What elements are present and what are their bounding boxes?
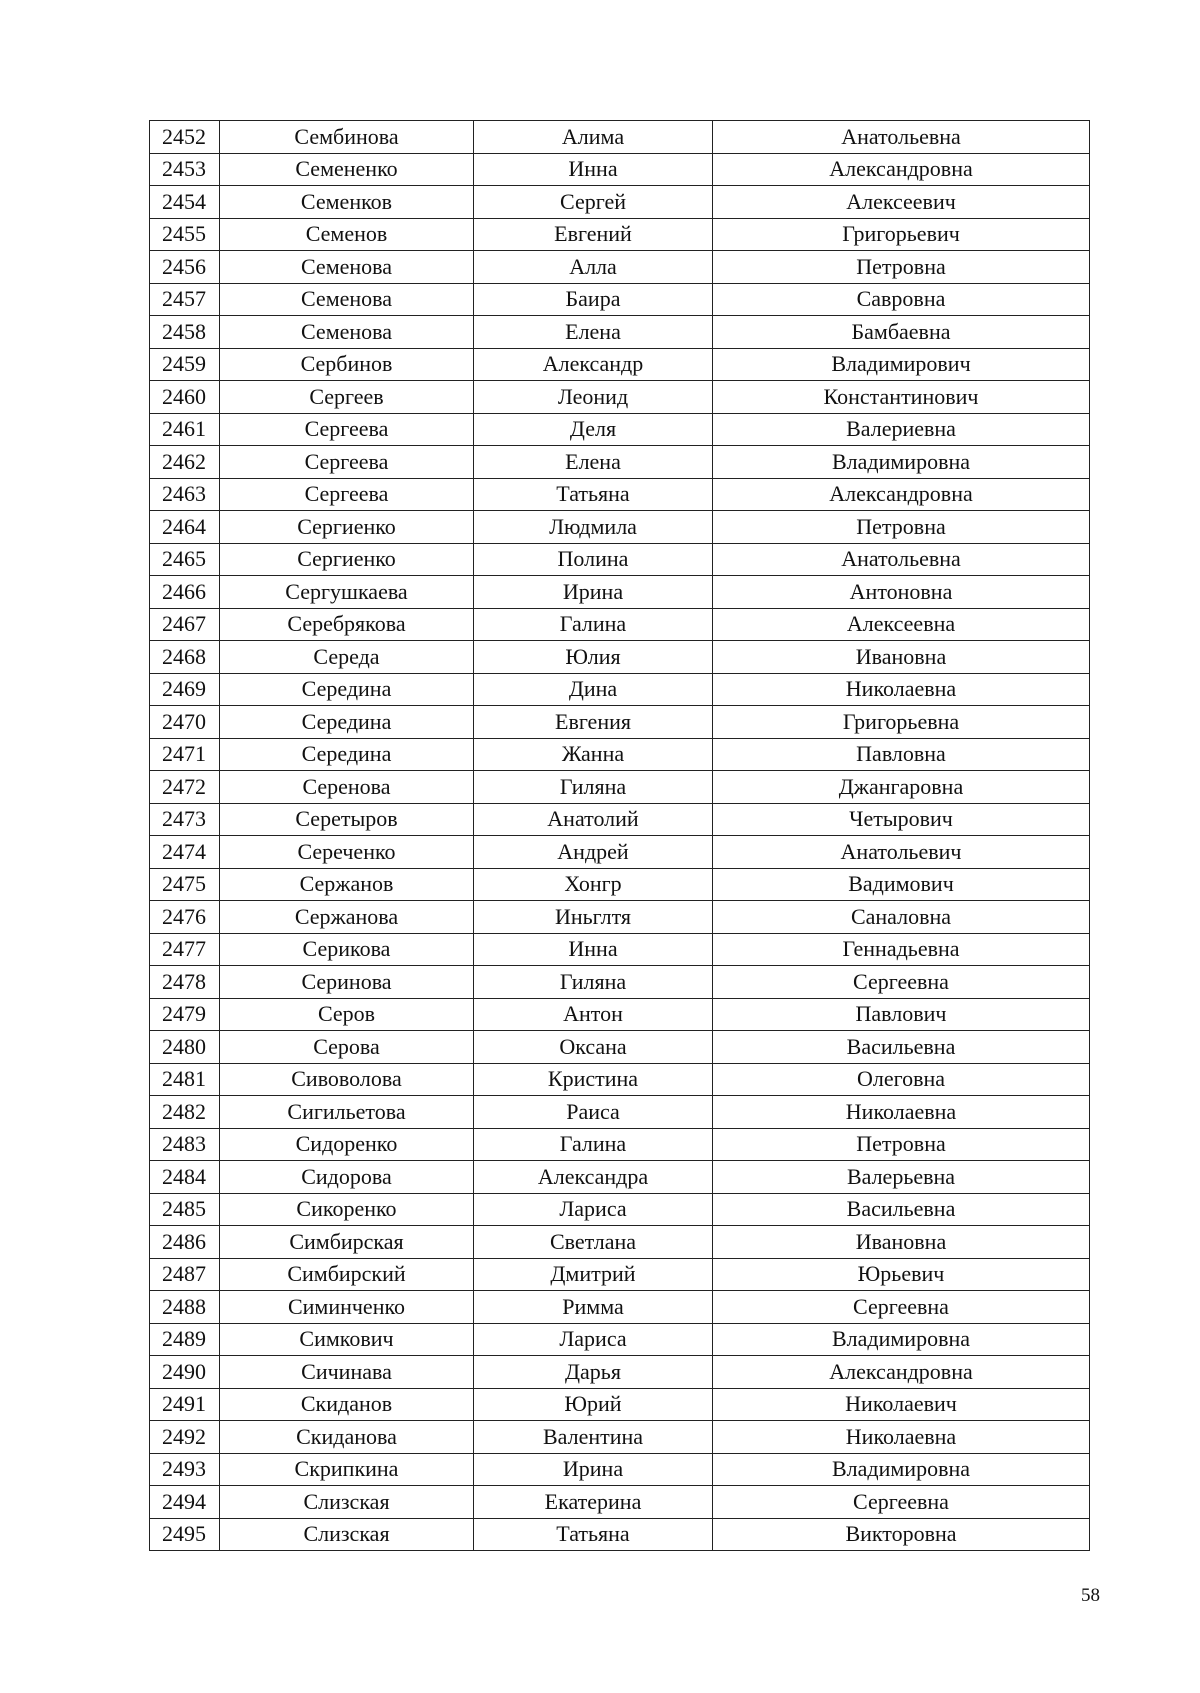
first-name-cell: Анатолий	[474, 803, 713, 836]
last-name-cell: Семенова	[220, 283, 474, 316]
first-name-cell: Дина	[474, 673, 713, 706]
patronymic-cell: Геннадьевна	[713, 933, 1090, 966]
row-number-cell: 2464	[150, 511, 220, 544]
last-name-cell: Серенова	[220, 771, 474, 804]
patronymic-cell: Алексеевич	[713, 186, 1090, 219]
first-name-cell: Гиляна	[474, 966, 713, 999]
row-number-cell: 2494	[150, 1486, 220, 1519]
first-name-cell: Екатерина	[474, 1486, 713, 1519]
last-name-cell: Сергеев	[220, 381, 474, 414]
last-name-cell: Сивоволова	[220, 1063, 474, 1096]
last-name-cell: Середина	[220, 673, 474, 706]
last-name-cell: Семенова	[220, 251, 474, 284]
last-name-cell: Сергушкаева	[220, 576, 474, 609]
last-name-cell: Сергиенко	[220, 511, 474, 544]
table-row	[150, 673, 1090, 706]
row-number-cell: 2467	[150, 608, 220, 641]
first-name-cell: Татьяна	[474, 478, 713, 511]
table-row	[150, 511, 1090, 544]
first-name-cell: Полина	[474, 543, 713, 576]
table-row	[150, 478, 1090, 511]
first-name-cell: Сергей	[474, 186, 713, 219]
patronymic-cell: Анатольевна	[713, 543, 1090, 576]
last-name-cell: Симинченко	[220, 1291, 474, 1324]
patronymic-cell: Петровна	[713, 251, 1090, 284]
table-row	[150, 543, 1090, 576]
patronymic-cell: Александровна	[713, 153, 1090, 186]
table-row	[150, 1518, 1090, 1551]
table-row	[150, 1453, 1090, 1486]
patronymic-cell: Юрьевич	[713, 1258, 1090, 1291]
page-number: 58	[1081, 1585, 1100, 1606]
last-name-cell: Сидорова	[220, 1161, 474, 1194]
last-name-cell: Сержанова	[220, 901, 474, 934]
row-number-cell: 2460	[150, 381, 220, 414]
row-number-cell: 2456	[150, 251, 220, 284]
last-name-cell: Сергеева	[220, 478, 474, 511]
table-row	[150, 771, 1090, 804]
row-number-cell: 2484	[150, 1161, 220, 1194]
row-number-cell: 2480	[150, 1031, 220, 1064]
last-name-cell: Симбирский	[220, 1258, 474, 1291]
row-number-cell: 2466	[150, 576, 220, 609]
table-row	[150, 1128, 1090, 1161]
last-name-cell: Сербинов	[220, 348, 474, 381]
patronymic-cell: Константинович	[713, 381, 1090, 414]
patronymic-cell: Николаевна	[713, 1096, 1090, 1129]
last-name-cell: Серебрякова	[220, 608, 474, 641]
table-row	[150, 1258, 1090, 1291]
first-name-cell: Антон	[474, 998, 713, 1031]
table-row	[150, 413, 1090, 446]
row-number-cell: 2465	[150, 543, 220, 576]
table-row	[150, 1421, 1090, 1454]
table-row	[150, 186, 1090, 219]
row-number-cell: 2485	[150, 1193, 220, 1226]
first-name-cell: Иньглтя	[474, 901, 713, 934]
row-number-cell: 2482	[150, 1096, 220, 1129]
table-row	[150, 576, 1090, 609]
first-name-cell: Александр	[474, 348, 713, 381]
last-name-cell: Семенов	[220, 218, 474, 251]
row-number-cell: 2461	[150, 413, 220, 446]
row-number-cell: 2483	[150, 1128, 220, 1161]
patronymic-cell: Ивановна	[713, 641, 1090, 674]
last-name-cell: Серетыров	[220, 803, 474, 836]
patronymic-cell: Сергеевна	[713, 966, 1090, 999]
last-name-cell: Скиданова	[220, 1421, 474, 1454]
patronymic-cell: Николаевна	[713, 673, 1090, 706]
first-name-cell: Евгений	[474, 218, 713, 251]
table-row	[150, 1096, 1090, 1129]
row-number-cell: 2462	[150, 446, 220, 479]
patronymic-cell: Владимировна	[713, 1323, 1090, 1356]
first-name-cell: Алла	[474, 251, 713, 284]
table-row	[150, 446, 1090, 479]
table-row	[150, 1486, 1090, 1519]
first-name-cell: Раиса	[474, 1096, 713, 1129]
last-name-cell: Сергиенко	[220, 543, 474, 576]
row-number-cell: 2475	[150, 868, 220, 901]
first-name-cell: Светлана	[474, 1226, 713, 1259]
patronymic-cell: Владимировна	[713, 1453, 1090, 1486]
first-name-cell: Леонид	[474, 381, 713, 414]
first-name-cell: Гиляна	[474, 771, 713, 804]
row-number-cell: 2457	[150, 283, 220, 316]
row-number-cell: 2486	[150, 1226, 220, 1259]
last-name-cell: Слизская	[220, 1518, 474, 1551]
row-number-cell: 2473	[150, 803, 220, 836]
row-number-cell: 2455	[150, 218, 220, 251]
last-name-cell: Сергеева	[220, 413, 474, 446]
first-name-cell: Ирина	[474, 576, 713, 609]
table-row	[150, 738, 1090, 771]
patronymic-cell: Павловна	[713, 738, 1090, 771]
row-number-cell: 2458	[150, 316, 220, 349]
first-name-cell: Дмитрий	[474, 1258, 713, 1291]
patronymic-cell: Вадимович	[713, 868, 1090, 901]
row-number-cell: 2459	[150, 348, 220, 381]
row-number-cell: 2479	[150, 998, 220, 1031]
table-row	[150, 1161, 1090, 1194]
first-name-cell: Елена	[474, 446, 713, 479]
first-name-cell: Хонгр	[474, 868, 713, 901]
patronymic-cell: Владимировна	[713, 446, 1090, 479]
patronymic-cell: Олеговна	[713, 1063, 1090, 1096]
row-number-cell: 2478	[150, 966, 220, 999]
patronymic-cell: Джангаровна	[713, 771, 1090, 804]
last-name-cell: Серова	[220, 1031, 474, 1064]
table-row	[150, 316, 1090, 349]
patronymic-cell: Алексеевна	[713, 608, 1090, 641]
last-name-cell: Скрипкина	[220, 1453, 474, 1486]
row-number-cell: 2491	[150, 1388, 220, 1421]
last-name-cell: Семенова	[220, 316, 474, 349]
last-name-cell: Семенков	[220, 186, 474, 219]
patronymic-cell: Григорьевич	[713, 218, 1090, 251]
first-name-cell: Баира	[474, 283, 713, 316]
first-name-cell: Валентина	[474, 1421, 713, 1454]
patronymic-cell: Саналовна	[713, 901, 1090, 934]
row-number-cell: 2495	[150, 1518, 220, 1551]
first-name-cell: Людмила	[474, 511, 713, 544]
first-name-cell: Галина	[474, 608, 713, 641]
patronymic-cell: Васильевна	[713, 1031, 1090, 1064]
last-name-cell: Сичинава	[220, 1356, 474, 1389]
patronymic-cell: Николаевна	[713, 1421, 1090, 1454]
patronymic-cell: Николаевич	[713, 1388, 1090, 1421]
patronymic-cell: Викторовна	[713, 1518, 1090, 1551]
first-name-cell: Алима	[474, 121, 713, 154]
row-number-cell: 2487	[150, 1258, 220, 1291]
first-name-cell: Александра	[474, 1161, 713, 1194]
last-name-cell: Серов	[220, 998, 474, 1031]
row-number-cell: 2477	[150, 933, 220, 966]
last-name-cell: Сигильетова	[220, 1096, 474, 1129]
patronymic-cell: Бамбаевна	[713, 316, 1090, 349]
first-name-cell: Римма	[474, 1291, 713, 1324]
table-row	[150, 1193, 1090, 1226]
patronymic-cell: Валериевна	[713, 413, 1090, 446]
table-row	[150, 608, 1090, 641]
row-number-cell: 2488	[150, 1291, 220, 1324]
first-name-cell: Елена	[474, 316, 713, 349]
last-name-cell: Серинова	[220, 966, 474, 999]
first-name-cell: Лариса	[474, 1323, 713, 1356]
table-row	[150, 836, 1090, 869]
table-row	[150, 998, 1090, 1031]
table-row	[150, 966, 1090, 999]
last-name-cell: Сидоренко	[220, 1128, 474, 1161]
patronymic-cell: Александровна	[713, 1356, 1090, 1389]
last-name-cell: Сереченко	[220, 836, 474, 869]
row-number-cell: 2452	[150, 121, 220, 154]
first-name-cell: Евгения	[474, 706, 713, 739]
patronymic-cell: Александровна	[713, 478, 1090, 511]
table-row	[150, 901, 1090, 934]
row-number-cell: 2470	[150, 706, 220, 739]
last-name-cell: Сембинова	[220, 121, 474, 154]
table-row	[150, 641, 1090, 674]
first-name-cell: Жанна	[474, 738, 713, 771]
table-row	[150, 1063, 1090, 1096]
row-number-cell: 2463	[150, 478, 220, 511]
patronymic-cell: Петровна	[713, 511, 1090, 544]
row-number-cell: 2489	[150, 1323, 220, 1356]
table-row	[150, 153, 1090, 186]
first-name-cell: Татьяна	[474, 1518, 713, 1551]
table-row	[150, 1388, 1090, 1421]
first-name-cell: Галина	[474, 1128, 713, 1161]
last-name-cell: Сержанов	[220, 868, 474, 901]
table-row	[150, 1031, 1090, 1064]
row-number-cell: 2476	[150, 901, 220, 934]
table-row	[150, 283, 1090, 316]
table-row	[150, 933, 1090, 966]
patronymic-cell: Григорьевна	[713, 706, 1090, 739]
row-number-cell: 2481	[150, 1063, 220, 1096]
last-name-cell: Семененко	[220, 153, 474, 186]
row-number-cell: 2453	[150, 153, 220, 186]
patronymic-cell: Валерьевна	[713, 1161, 1090, 1194]
last-name-cell: Симбирская	[220, 1226, 474, 1259]
patronymic-cell: Анатольевич	[713, 836, 1090, 869]
last-name-cell: Середа	[220, 641, 474, 674]
first-name-cell: Оксана	[474, 1031, 713, 1064]
last-name-cell: Серикова	[220, 933, 474, 966]
table-row	[150, 348, 1090, 381]
first-name-cell: Юлия	[474, 641, 713, 674]
row-number-cell: 2474	[150, 836, 220, 869]
table-row	[150, 706, 1090, 739]
first-name-cell: Юрий	[474, 1388, 713, 1421]
names-table	[149, 120, 1090, 1551]
table-row	[150, 381, 1090, 414]
patronymic-cell: Четырович	[713, 803, 1090, 836]
patronymic-cell: Антоновна	[713, 576, 1090, 609]
row-number-cell: 2492	[150, 1421, 220, 1454]
patronymic-cell: Павлович	[713, 998, 1090, 1031]
table-row	[150, 1226, 1090, 1259]
table-row	[150, 1356, 1090, 1389]
table-row	[150, 1323, 1090, 1356]
last-name-cell: Симкович	[220, 1323, 474, 1356]
patronymic-cell: Петровна	[713, 1128, 1090, 1161]
patronymic-cell: Савровна	[713, 283, 1090, 316]
table-row	[150, 218, 1090, 251]
patronymic-cell: Анатольевна	[713, 121, 1090, 154]
last-name-cell: Слизская	[220, 1486, 474, 1519]
last-name-cell: Сергеева	[220, 446, 474, 479]
last-name-cell: Скиданов	[220, 1388, 474, 1421]
last-name-cell: Середина	[220, 738, 474, 771]
first-name-cell: Лариса	[474, 1193, 713, 1226]
row-number-cell: 2471	[150, 738, 220, 771]
first-name-cell: Андрей	[474, 836, 713, 869]
patronymic-cell: Ивановна	[713, 1226, 1090, 1259]
row-number-cell: 2454	[150, 186, 220, 219]
first-name-cell: Инна	[474, 153, 713, 186]
row-number-cell: 2469	[150, 673, 220, 706]
first-name-cell: Инна	[474, 933, 713, 966]
last-name-cell: Сикоренко	[220, 1193, 474, 1226]
table-row	[150, 868, 1090, 901]
patronymic-cell: Сергеевна	[713, 1291, 1090, 1324]
table-row	[150, 803, 1090, 836]
first-name-cell: Кристина	[474, 1063, 713, 1096]
names-table-body	[150, 121, 1090, 1551]
first-name-cell: Деля	[474, 413, 713, 446]
table-row	[150, 1291, 1090, 1324]
table-row	[150, 251, 1090, 284]
row-number-cell: 2490	[150, 1356, 220, 1389]
table-row	[150, 121, 1090, 154]
first-name-cell: Ирина	[474, 1453, 713, 1486]
last-name-cell: Середина	[220, 706, 474, 739]
first-name-cell: Дарья	[474, 1356, 713, 1389]
patronymic-cell: Сергеевна	[713, 1486, 1090, 1519]
row-number-cell: 2468	[150, 641, 220, 674]
row-number-cell: 2472	[150, 771, 220, 804]
row-number-cell: 2493	[150, 1453, 220, 1486]
patronymic-cell: Васильевна	[713, 1193, 1090, 1226]
patronymic-cell: Владимирович	[713, 348, 1090, 381]
